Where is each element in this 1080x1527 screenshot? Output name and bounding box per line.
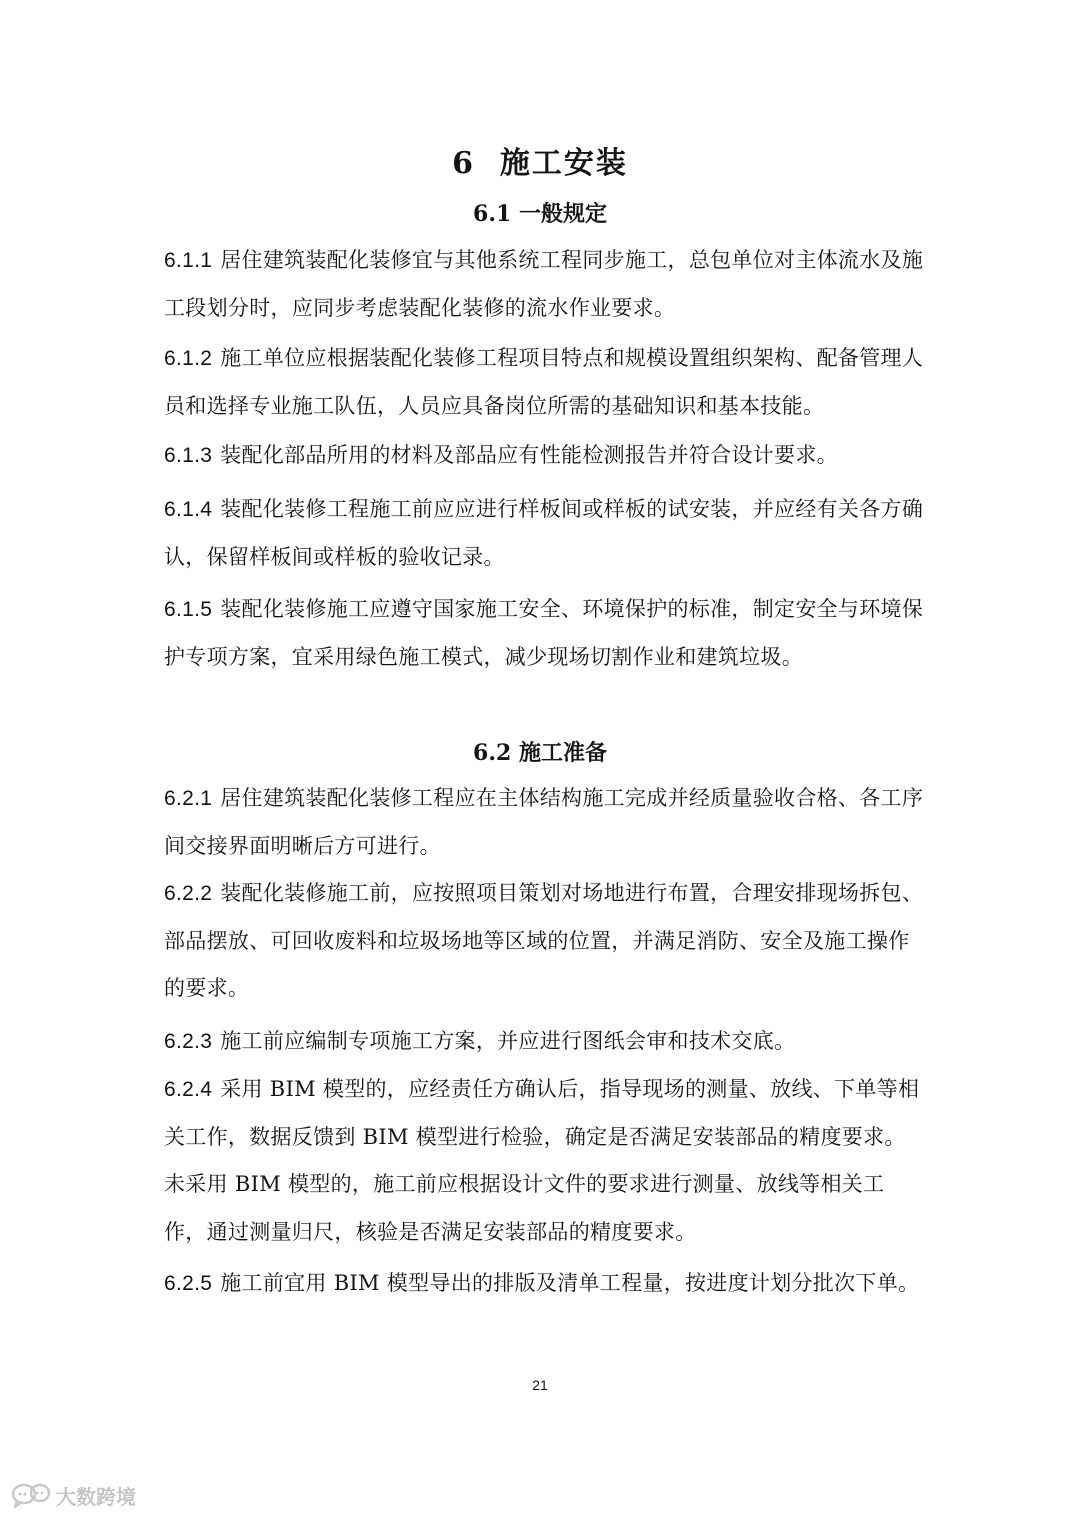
watermark <box>10 1479 136 1511</box>
chapter-title: 6 施工安装 <box>452 146 628 181</box>
clause-text: 装配化装修施工应遵守国家施工安全、环境保护的标准，制定安全与环境保护专项方案，宜采用绿色施工模式，减少现场切割作业和建筑垃圾。 <box>164 597 924 669</box>
chat-bubbles-logo-icon <box>10 1481 52 1509</box>
clause-text: 装配化装修工程施工前应应进行样板间或样板的试安装，并应经有关各方确认，保留样板间或样板的验收记录。 <box>164 497 924 569</box>
clause-number: 6.1.2 <box>164 347 213 370</box>
clause-6-2-3 <box>164 1018 924 1066</box>
clause-text: 采用 BIM 模型的，应经责任方确认后，指导现场的测量、放线、下单等相关工作，数据反馈到 BIM 模型进行检验，确定是否满足安装部品的精度要求。未采用 BIM 模型的，施工前应根据设计文件的要求进行测量、放线等相关工作，通过测量归尺，核验是否满足安装部品的精度要求。 <box>164 1077 920 1244</box>
clause-6-2-4 <box>164 1066 924 1256</box>
clause-6-1-1 <box>164 237 924 332</box>
clause-number: 6.1.1 <box>164 249 213 272</box>
clause-text: 施工单位应根据装配化装修工程项目特点和规模设置组织架构、配备管理人员和选择专业施工队伍，人员应具备岗位所需的基础知识和基本技能。 <box>164 346 924 418</box>
clause-text: 装配化装修施工前，应按照项目策划对场地进行布置，合理安排现场拆包、部品摆放、可回收废料和垃圾场地等区域的位置，并满足消防、安全及施工操作的要求。 <box>164 881 924 1000</box>
clause-text: 居住建筑装配化装修工程应在主体结构施工完成并经质量验收合格、各工序间交接界面明晰后方可进行。 <box>164 786 924 858</box>
clause-6-1-5 <box>164 586 924 681</box>
clause-number: 6.1.5 <box>164 598 213 621</box>
clause-text: 施工前宜用 BIM 模型导出的排版及清单工程量，按进度计划分批次下单。 <box>220 1271 920 1295</box>
clause-6-2-2 <box>164 870 924 1013</box>
clause-6-1-2 <box>164 335 924 430</box>
clause-number: 6.2.3 <box>164 1030 213 1053</box>
clause-number: 6.2.4 <box>164 1078 213 1101</box>
clause-number: 6.2.1 <box>164 787 213 810</box>
page-number: 21 <box>532 1377 548 1393</box>
clause-number: 6.1.3 <box>164 444 213 467</box>
clause-number: 6.1.4 <box>164 498 213 521</box>
clause-6-2-1 <box>164 775 924 870</box>
clause-text: 居住建筑装配化装修宜与其他系统工程同步施工，总包单位对主体流水及施工段划分时，应同步考虑装配化装修的流水作业要求。 <box>164 248 924 320</box>
clause-6-1-3 <box>164 432 924 480</box>
clause-text: 施工前应编制专项施工方案，并应进行图纸会审和技术交底。 <box>220 1029 796 1053</box>
watermark-text: 大数跨境 <box>56 1484 136 1509</box>
clause-number: 6.2.2 <box>164 882 213 905</box>
section-title-6-2: 6.2 施工准备 <box>473 740 607 766</box>
clause-number: 6.2.5 <box>164 1272 213 1295</box>
clause-6-2-5 <box>164 1260 924 1308</box>
clause-text: 装配化部品所用的材料及部品应有性能检测报告并符合设计要求。 <box>220 443 838 467</box>
clause-6-1-4 <box>164 486 924 581</box>
section-title-6-1: 6.1 一般规定 <box>473 201 607 227</box>
